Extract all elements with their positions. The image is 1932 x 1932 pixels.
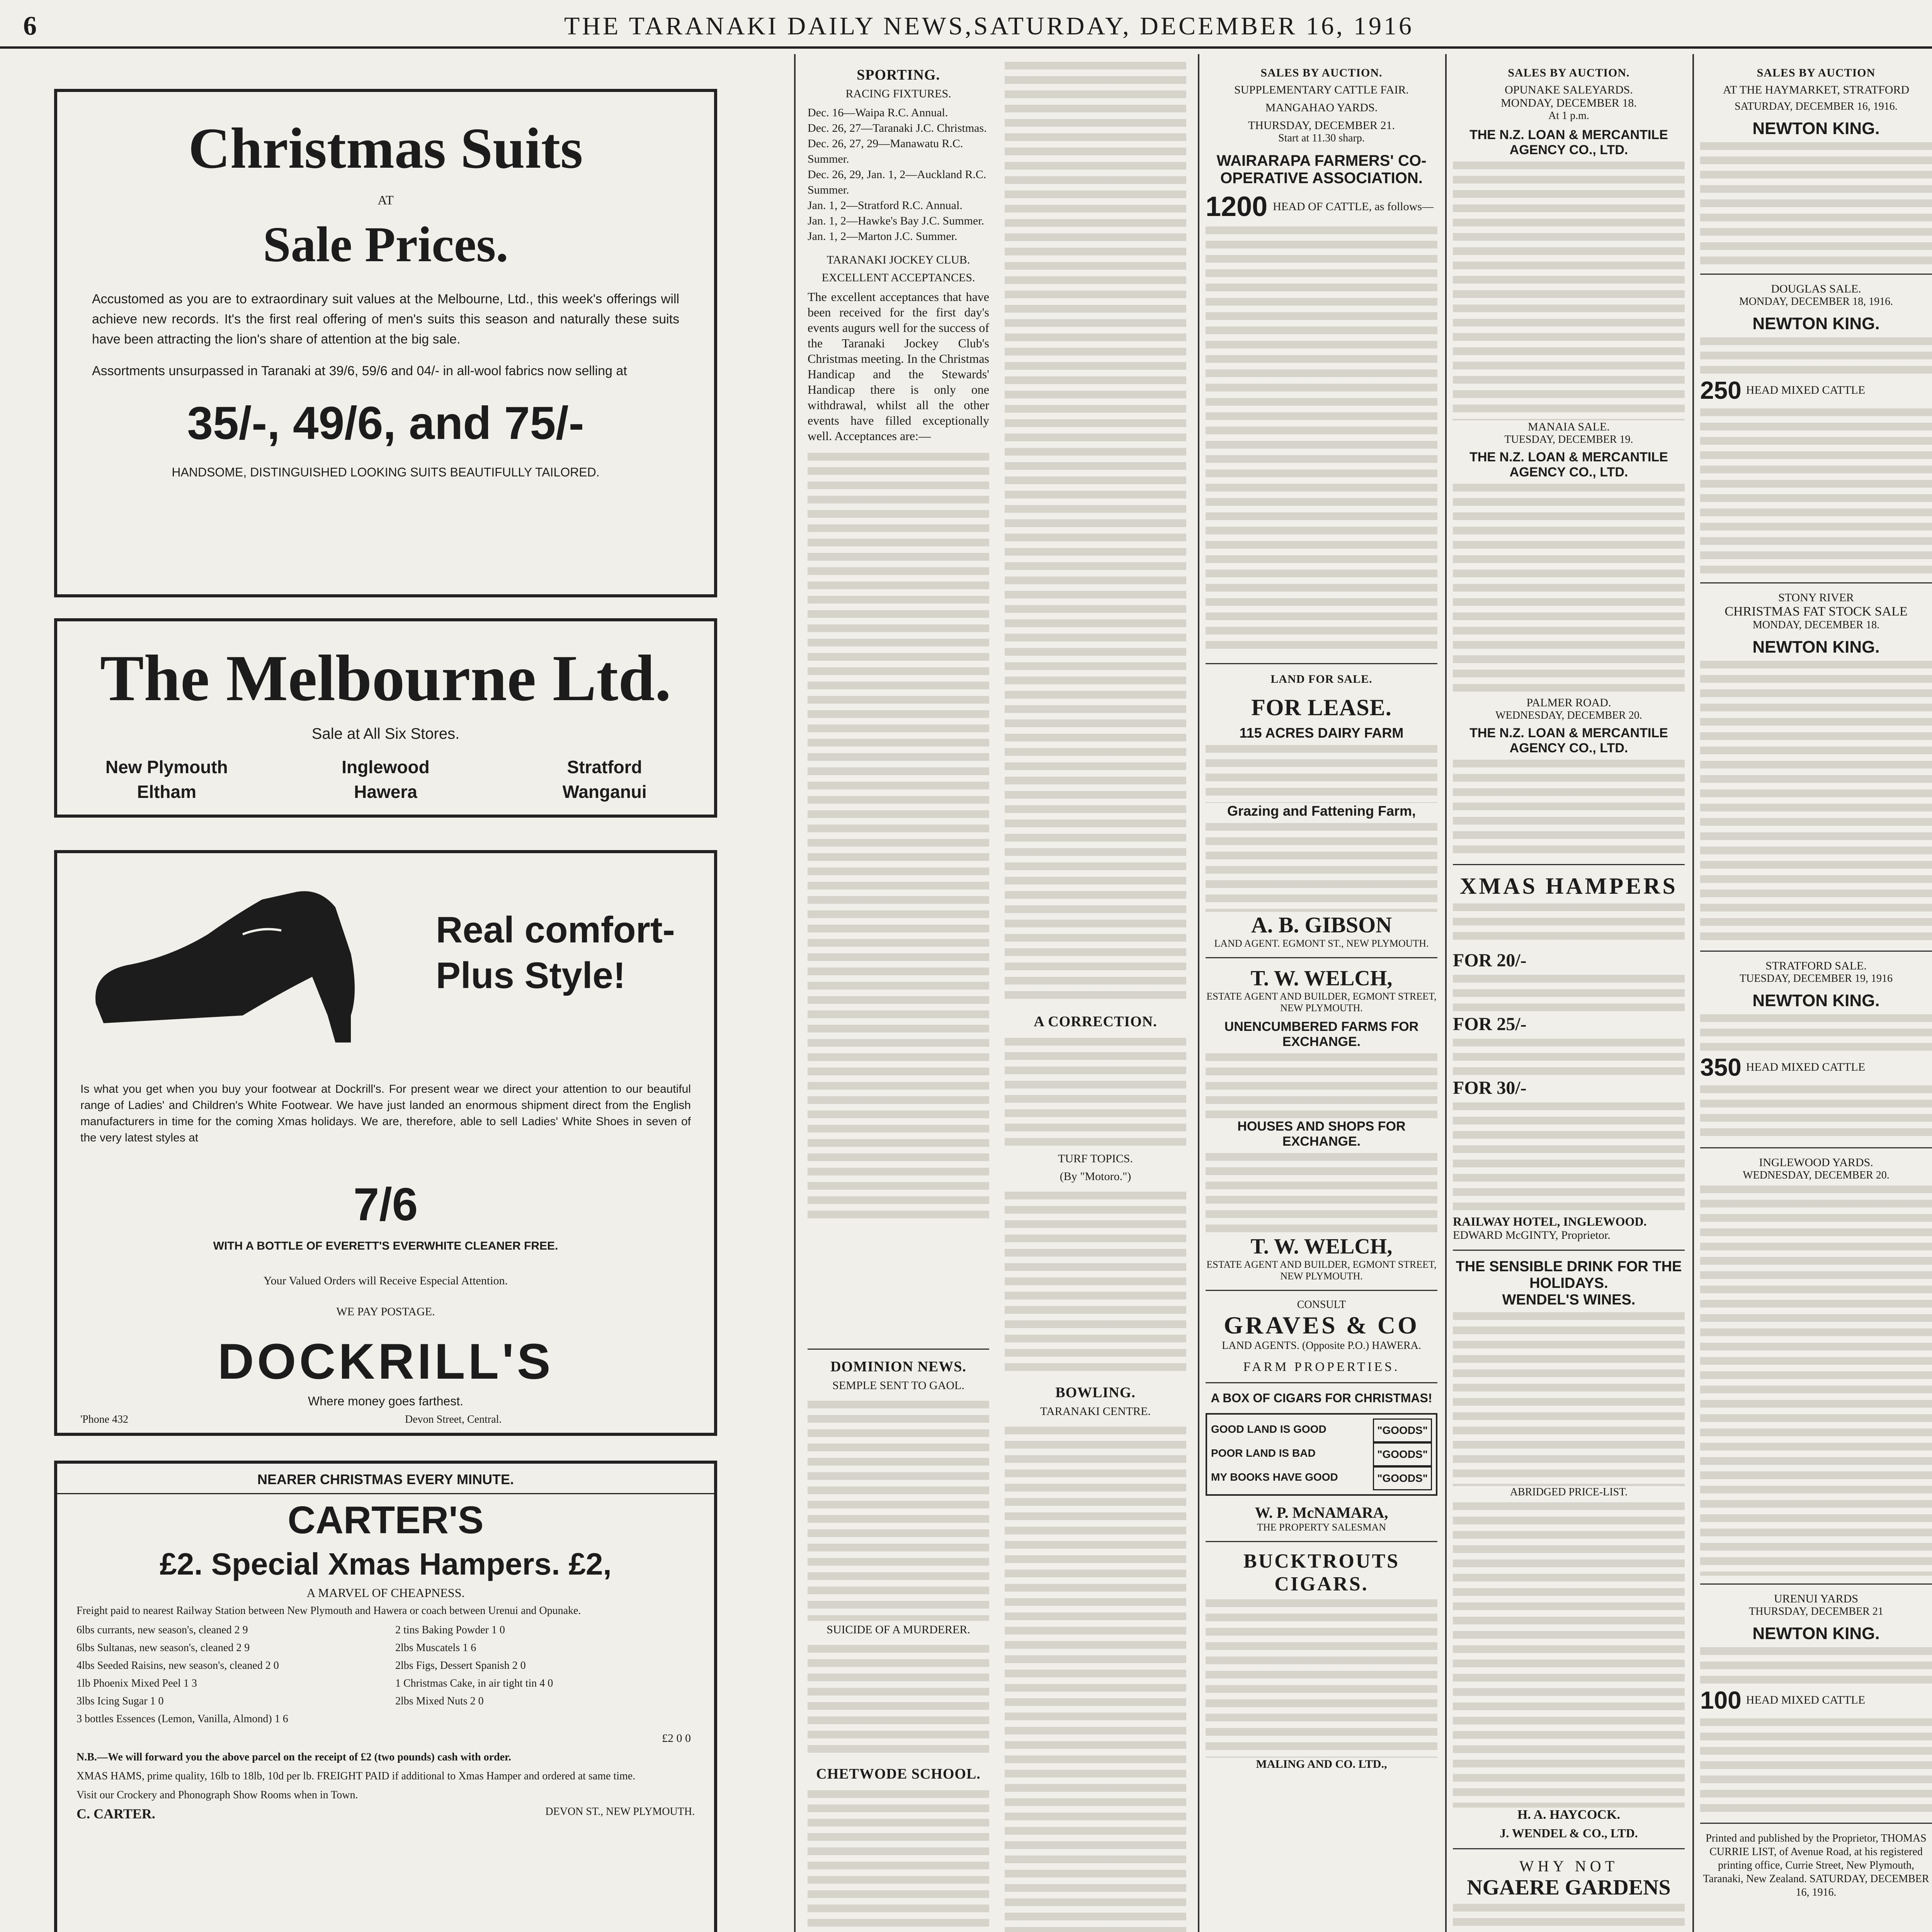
- palmer: PALMER ROAD.: [1526, 696, 1611, 709]
- dockrill-ad: [54, 850, 717, 1436]
- cigar-box: A BOX OF CIGARS FOR CHRISTMAS!: [1211, 1391, 1432, 1405]
- fixture: Jan. 1, 2—Hawke's Bay J.C. Summer.: [808, 214, 985, 227]
- column-rule: [1692, 54, 1694, 1932]
- hamper-item: 2lbs Mixed Nuts 2 0: [395, 1695, 484, 1707]
- divider: [1453, 1250, 1685, 1251]
- hotel-prop: EDWARD McGINTY, Proprietor.: [1453, 1229, 1611, 1242]
- yards: MANGAHAO YARDS.: [1265, 101, 1378, 114]
- carter-items: [77, 1621, 695, 1728]
- manaia-date: TUESDAY, DECEMBER 19.: [1504, 434, 1633, 446]
- sale-date: MONDAY, DECEMBER 18.: [1501, 97, 1637, 109]
- fixture: Jan. 1, 2—Marton J.C. Summer.: [808, 230, 957, 243]
- carter-total: £2 0 0: [662, 1732, 691, 1745]
- divider: [1700, 951, 1932, 952]
- sale-time: Start at 11.30 sharp.: [1278, 132, 1365, 144]
- melbourne-heading2: Sale Prices.: [263, 217, 509, 272]
- carter-brand: CARTER'S: [287, 1498, 484, 1542]
- hamper-text: [1453, 900, 1685, 946]
- melbourne-stores: [57, 757, 714, 802]
- sales-heading: SALES BY AUCTION.: [1508, 66, 1630, 79]
- grazing-text: [1206, 819, 1437, 912]
- store-name: Stratford: [567, 757, 642, 777]
- melbourne-at: AT: [378, 193, 394, 207]
- fixture: Dec. 26, 27—Taranaki J.C. Christmas.: [808, 122, 987, 134]
- cattle-count: 1200: [1206, 191, 1268, 222]
- sale-text: [1700, 1010, 1932, 1053]
- jockey-club: TARANAKI JOCKEY CLUB.: [827, 253, 970, 266]
- semple-heading: SEMPLE SENT TO GAOL.: [832, 1379, 964, 1392]
- stock-list: [1453, 158, 1685, 420]
- chetwode-heading: CHETWODE SCHOOL.: [816, 1766, 981, 1782]
- sensible-drink: THE SENSIBLE DRINK FOR THE HOLIDAYS.: [1456, 1259, 1682, 1291]
- douglas: DOUGLAS SALE.: [1771, 282, 1861, 295]
- head-label: HEAD MIXED CATTLE: [1746, 1061, 1866, 1073]
- fixture: Dec. 26, 27, 29—Manawatu R.C. Summer.: [808, 137, 963, 165]
- sale-date: THURSDAY, DECEMBER 21: [1749, 1605, 1883, 1617]
- newton-king: NEWTON KING.: [1752, 119, 1880, 138]
- page-number: 6: [23, 11, 37, 41]
- divider: [1700, 582, 1932, 583]
- divider: [1453, 864, 1685, 865]
- dockrill-price: 7/6: [353, 1179, 418, 1230]
- col-sales-5: [1453, 58, 1685, 1932]
- opunake: OPUNAKE SALEYARDS.: [1505, 83, 1633, 96]
- carter-sign: C. CARTER.: [77, 1806, 155, 1821]
- newton-king: NEWTON KING.: [1752, 314, 1880, 333]
- unencumbered: UNENCUMBERED FARMS FOR EXCHANGE.: [1224, 1019, 1419, 1049]
- nz-loan-2: THE N.Z. LOAN & MERCANTILE AGENCY CO., LTD.: [1469, 450, 1668, 480]
- bucktrout: BUCKTROUTS CIGARS.: [1243, 1550, 1400, 1595]
- land-heading: LAND FOR SALE.: [1270, 673, 1372, 685]
- acceptances-text: [808, 449, 989, 1222]
- farm-properties: FARM PROPERTIES.: [1243, 1360, 1400, 1374]
- carter-headline: £2. Special Xmas Hampers. £2,: [160, 1547, 612, 1581]
- carter-ad: [54, 1461, 717, 1932]
- col-sporting: [808, 58, 989, 1341]
- sale-text: [1700, 1643, 1932, 1686]
- houses-list: [1206, 1149, 1437, 1234]
- head-count: 100: [1700, 1686, 1742, 1714]
- correction-heading: A CORRECTION.: [1034, 1014, 1157, 1030]
- newton-king: NEWTON KING.: [1752, 638, 1880, 656]
- dockrill-tag: Where money goes farthest.: [308, 1394, 463, 1408]
- wine-text: [1453, 1308, 1685, 1486]
- hamper-item: 4lbs Seeded Raisins, new season's, cleaned 2 0: [77, 1660, 279, 1672]
- carter-nb: N.B.—We will forward you the above parcel on the receipt of £2 (two pounds) cash with order.: [77, 1751, 511, 1763]
- hamper-item: 3 bottles Essences (Lemon, Vanilla, Almond) 1 6: [77, 1713, 288, 1725]
- goods-value: "GOODS": [1373, 1442, 1432, 1466]
- melbourne-tagline: HANDSOME, DISTINGUISHED LOOKING SUITS BEAUTIFULLY TAILORED.: [172, 465, 600, 479]
- melbourne-brand: The Melbourne Ltd.: [100, 642, 672, 714]
- column-rule: [1445, 54, 1447, 1932]
- divider: [1206, 1541, 1437, 1542]
- newspaper-title: THE TARANAKI DAILY NEWS,SATURDAY, DECEMBER 16, 1916: [564, 12, 1414, 40]
- sale-date: MONDAY, DECEMBER 18.: [1752, 619, 1880, 631]
- cigar-text: [1206, 1595, 1437, 1758]
- welch: T. W. WELCH,: [1250, 966, 1393, 990]
- hamper-item: 3lbs Icing Sugar 1 0: [77, 1695, 164, 1707]
- hamper-price: FOR 30/-: [1453, 1078, 1527, 1098]
- consult: CONSULT: [1297, 1299, 1346, 1311]
- divider: [1206, 1382, 1437, 1383]
- manaia: MANAIA SALE.: [1528, 420, 1610, 433]
- mcnamara-sub: THE PROPERTY SALESMAN: [1257, 1522, 1386, 1533]
- col-dominion: [808, 1341, 989, 1932]
- goods-value: "GOODS": [1373, 1466, 1432, 1490]
- hamper-item: 2 tins Baking Powder 1 0: [395, 1624, 505, 1636]
- stratford-sale: STRATFORD SALE.: [1765, 959, 1867, 972]
- welch-sub: ESTATE AGENT AND BUILDER, EGMONT STREET, NEW PLYMOUTH.: [1206, 991, 1437, 1014]
- article-text: [1005, 58, 1186, 1005]
- racing-fixtures: RACING FIXTURES.: [845, 87, 951, 100]
- col-sales-6: [1700, 58, 1932, 1932]
- exchange-list: [1206, 1049, 1437, 1119]
- dockrill-body: Is what you get when you buy your footwear at Dockrill's. For present wear we direct your attention to our beautiful range of Ladies' and Children's White Footwear. We have just landed an enormous shipment direct from the English manufacturers in time for the coming Xmas holidays. We are, therefore, able to sell Ladies' White Shoes in seven of the very latest styles at: [80, 1083, 691, 1144]
- stock-list: [1453, 480, 1685, 696]
- haycock: H. A. HAYCOCK.: [1517, 1808, 1621, 1822]
- article-text: [808, 1641, 989, 1757]
- why-not: WHY NOT: [1519, 1857, 1619, 1875]
- column-rule: [1198, 54, 1199, 1932]
- hamper-item: 2lbs Figs, Dessert Spanish 2 0: [395, 1660, 526, 1672]
- hamper-item: 2lbs Muscatels 1 6: [395, 1642, 476, 1654]
- article-text: [1005, 1034, 1186, 1150]
- divider: [808, 1349, 989, 1350]
- divider: [1700, 1583, 1932, 1585]
- carter-sub: A MARVEL OF CHEAPNESS.: [306, 1586, 465, 1600]
- sale-text: [1700, 333, 1932, 376]
- sale-text: [1700, 1714, 1932, 1815]
- bowling-sub: TARANAKI CENTRE.: [1040, 1405, 1151, 1418]
- hamper-text: [1453, 1035, 1685, 1077]
- graves: GRAVES & CO: [1224, 1311, 1419, 1339]
- melbourne-ad: [54, 89, 717, 597]
- dockrill-headline: Real comfort-Plus Style!: [436, 909, 675, 996]
- haymarket: AT THE HAYMARKET, STRATFORD: [1723, 83, 1910, 96]
- shoe-icon: [80, 876, 374, 1054]
- melbourne-para1: Accustomed as you are to extraordinary suit values at the Melbourne, Ltd., this week's offerings will achieve new records. It's the first real offering of men's suits this season and naturally these suits have been attracting the lion's share of attention at the big sale.: [92, 292, 679, 347]
- gibson-sub: LAND AGENT. EGMONT ST., NEW PLYMOUTH.: [1214, 938, 1429, 949]
- turf-byline: (By "Motoro."): [1060, 1170, 1131, 1183]
- divider: [1700, 274, 1932, 275]
- carter-visit: Visit our Crockery and Phonograph Show Rooms when in Town.: [77, 1789, 358, 1801]
- carter-top: NEARER CHRISTMAS EVERY MINUTE.: [57, 1471, 714, 1494]
- gardens-text: [1453, 1900, 1685, 1932]
- divider: [1206, 957, 1437, 958]
- houses-exchange: HOUSES AND SHOPS FOR EXCHANGE.: [1237, 1119, 1406, 1149]
- goods-box: [1206, 1413, 1437, 1496]
- goods-label: POOR LAND IS BAD: [1211, 1447, 1316, 1459]
- welch-2: T. W. WELCH,: [1250, 1235, 1393, 1259]
- urenui-yards: URENUI YARDS: [1774, 1592, 1859, 1605]
- wendel-co: J. WENDEL & CO., LTD.: [1500, 1826, 1638, 1840]
- cattle-list: [1206, 223, 1437, 655]
- fixture: Jan. 1, 2—Stratford R.C. Annual.: [808, 199, 963, 212]
- melbourne-heading1: Christmas Suits: [188, 116, 583, 180]
- turf-heading: TURF TOPICS.: [1058, 1152, 1133, 1165]
- goods-label: MY BOOKS HAVE GOOD: [1211, 1471, 1338, 1483]
- head-count: 250: [1700, 376, 1742, 404]
- store-name: Inglewood: [342, 757, 430, 777]
- fixture: Dec. 26, 29, Jan. 1, 2—Auckland R.C. Summer.: [808, 168, 986, 196]
- melbourne-stores-line: Sale at All Six Stores.: [311, 725, 460, 742]
- inglewood-yards: INGLEWOOD YARDS.: [1759, 1156, 1873, 1169]
- sales-heading: SALES BY AUCTION: [1757, 66, 1876, 79]
- christmas-fat: CHRISTMAS FAT STOCK SALE: [1725, 604, 1908, 619]
- divider: [1206, 1290, 1437, 1291]
- masthead: [0, 0, 1932, 49]
- sale-text: [1700, 1182, 1932, 1576]
- grazing: Grazing and Fattening Farm,: [1227, 803, 1416, 819]
- melbourne-brand-box: [54, 618, 717, 818]
- col-bowling: [1005, 1376, 1186, 1932]
- head-label: HEAD MIXED CATTLE: [1746, 1694, 1866, 1706]
- cattle-label: HEAD OF CATTLE, as follows—: [1273, 200, 1434, 213]
- article-text: [808, 1397, 989, 1621]
- mcnamara: W. P. McNAMARA,: [1255, 1504, 1388, 1521]
- lease-text: [1206, 741, 1437, 803]
- fixture: Dec. 16—Waipa R.C. Annual.: [808, 106, 948, 119]
- abridged: ABRIDGED PRICE-LIST.: [1510, 1486, 1628, 1498]
- dockrill-note: Your Valued Orders will Receive Especial Attention.: [263, 1274, 508, 1287]
- graves-sub: LAND AGENTS. (Opposite P.O.) HAWERA.: [1222, 1340, 1421, 1352]
- suicide-heading: SUICIDE OF A MURDERER.: [827, 1623, 970, 1636]
- sale-text: [1700, 1082, 1932, 1139]
- lease-heading: FOR LEASE.: [1251, 695, 1392, 720]
- hamper-text: [1453, 1099, 1685, 1214]
- acres: 115 ACRES DAIRY FARM: [1239, 725, 1404, 741]
- sale-date: WEDNESDAY, DECEMBER 20.: [1743, 1169, 1889, 1181]
- divider: [1206, 663, 1437, 664]
- wairarapa: WAIRARAPA FARMERS' CO-OPERATIVE ASSOCIATION.: [1216, 152, 1427, 187]
- col-sales-4: [1206, 58, 1437, 1932]
- carter-hams: XMAS HAMS, prime quality, 16lb to 18lb, 10d per lb. FREIGHT PAID if additional to Xmas Hamper and ordered at same time.: [77, 1770, 636, 1782]
- sale-date: TUESDAY, DECEMBER 19, 1916: [1740, 973, 1893, 985]
- xmas-hampers: XMAS HAMPERS: [1460, 873, 1678, 899]
- dockrill-postage: WE PAY POSTAGE.: [336, 1305, 435, 1318]
- stony-river: STONY RIVER: [1778, 591, 1854, 604]
- welch-sub-2: ESTATE AGENT AND BUILDER, EGMONT STREET, NEW PLYMOUTH.: [1206, 1259, 1437, 1282]
- divider: [1700, 1823, 1932, 1824]
- melbourne-prices: 35/-, 49/6, and 75/-: [187, 397, 584, 449]
- hamper-item: 1lb Phoenix Mixed Peel 1 3: [77, 1677, 197, 1689]
- sale-text: [1700, 138, 1932, 266]
- hamper-price: FOR 25/-: [1453, 1014, 1527, 1034]
- dockrill-brand: DOCKRILL'S: [218, 1333, 554, 1389]
- nz-loan: THE N.Z. LOAN & MERCANTILE AGENCY CO., LTD.: [1469, 128, 1668, 157]
- store-name: Eltham: [137, 782, 197, 802]
- sporting-body: The excellent acceptances that have been received for the first day's events augurs well for the success of the Taranaki Jockey Club's Christmas meeting. In the Christmas Handicap and the Stewards' Handicap there is only one withdrawal, whilst all the other events have filled exceptionally well. Acceptances are:—: [808, 290, 989, 443]
- sale-text: [1700, 657, 1932, 943]
- newton-king: NEWTON KING.: [1752, 1624, 1880, 1643]
- carter-address: DEVON ST., NEW PLYMOUTH.: [545, 1806, 695, 1818]
- fixtures-list: [808, 105, 989, 244]
- printer-imprint: Printed and published by the Proprietor, THOMAS CURRIE LIST, of Avenue Road, at his registered printing office, Currie Street, New Plymouth, Taranaki, New Zealand. SATURDAY, DECEMBER 16, 1916.: [1703, 1832, 1929, 1898]
- ngaere: NGAERE GARDENS: [1467, 1876, 1671, 1900]
- divider: [1700, 1147, 1932, 1148]
- sale-time: At 1 p.m.: [1548, 110, 1589, 122]
- dominion-heading: DOMINION NEWS.: [830, 1359, 966, 1375]
- nz-loan-3: THE N.Z. LOAN & MERCANTILE AGENCY CO., LTD.: [1469, 726, 1668, 755]
- hamper-price: FOR 20/-: [1453, 950, 1527, 971]
- gibson: A. B. GIBSON: [1251, 912, 1392, 937]
- sale-date: THURSDAY, DECEMBER 21.: [1248, 119, 1395, 132]
- goods-label: GOOD LAND IS GOOD: [1211, 1423, 1327, 1435]
- sale-text: [1700, 405, 1932, 575]
- column-rule: [794, 54, 796, 1932]
- stock-list: [1453, 756, 1685, 856]
- wendel-wines: WENDEL'S WINES.: [1502, 1292, 1636, 1308]
- price-list: [1453, 1498, 1685, 1808]
- hamper-text: [1453, 971, 1685, 1014]
- palmer-date: WEDNESDAY, DECEMBER 20.: [1495, 709, 1642, 721]
- hamper-item: 6lbs Sultanas, new season's, cleaned 2 9: [77, 1642, 250, 1654]
- hamper-item: 1 Christmas Cake, in air tight tin 4 0: [395, 1677, 553, 1689]
- melbourne-para2: Assortments unsurpassed in Taranaki at 39/6, 59/6 and 04/- in all-wool fabrics now selling at: [92, 364, 627, 378]
- railway-hotel: RAILWAY HOTEL, INGLEWOOD.: [1453, 1214, 1647, 1228]
- sale-date: MONDAY, DECEMBER 18, 1916.: [1739, 296, 1893, 308]
- sale-date: SATURDAY, DECEMBER 16, 1916.: [1735, 100, 1898, 112]
- head-label: HEAD MIXED CATTLE: [1746, 384, 1866, 396]
- supp-fair: SUPPLEMENTARY CATTLE FAIR.: [1234, 83, 1409, 96]
- dockrill-phone: 'Phone 432: [80, 1413, 129, 1425]
- store-name: New Plymouth: [105, 757, 228, 777]
- carter-freight: Freight paid to nearest Railway Station between New Plymouth and Hawera or coach between Urenui and Opunake.: [77, 1605, 581, 1617]
- maling: MALING AND CO. LTD.,: [1256, 1758, 1387, 1770]
- article-text: [808, 1786, 989, 1932]
- newton-king: NEWTON KING.: [1752, 991, 1880, 1010]
- hamper-item: 6lbs currants, new season's, cleaned 2 9: [77, 1624, 248, 1636]
- acceptances: EXCELLENT ACCEPTANCES.: [821, 271, 975, 284]
- head-count: 350: [1700, 1053, 1742, 1081]
- article-text: [1005, 1423, 1186, 1932]
- dockrill-address: Devon Street, Central.: [405, 1413, 502, 1425]
- bowling-heading: BOWLING.: [1055, 1384, 1136, 1401]
- divider: [1453, 1848, 1685, 1849]
- store-name: Hawera: [354, 782, 417, 802]
- sporting-heading: SPORTING.: [857, 67, 940, 83]
- goods-value: "GOODS": [1373, 1418, 1432, 1442]
- sales-heading: SALES BY AUCTION.: [1260, 66, 1383, 79]
- dockrill-offer: WITH A BOTTLE OF EVERETT'S EVERWHITE CLEANER FREE.: [213, 1240, 558, 1252]
- store-name: Wanganui: [562, 782, 647, 802]
